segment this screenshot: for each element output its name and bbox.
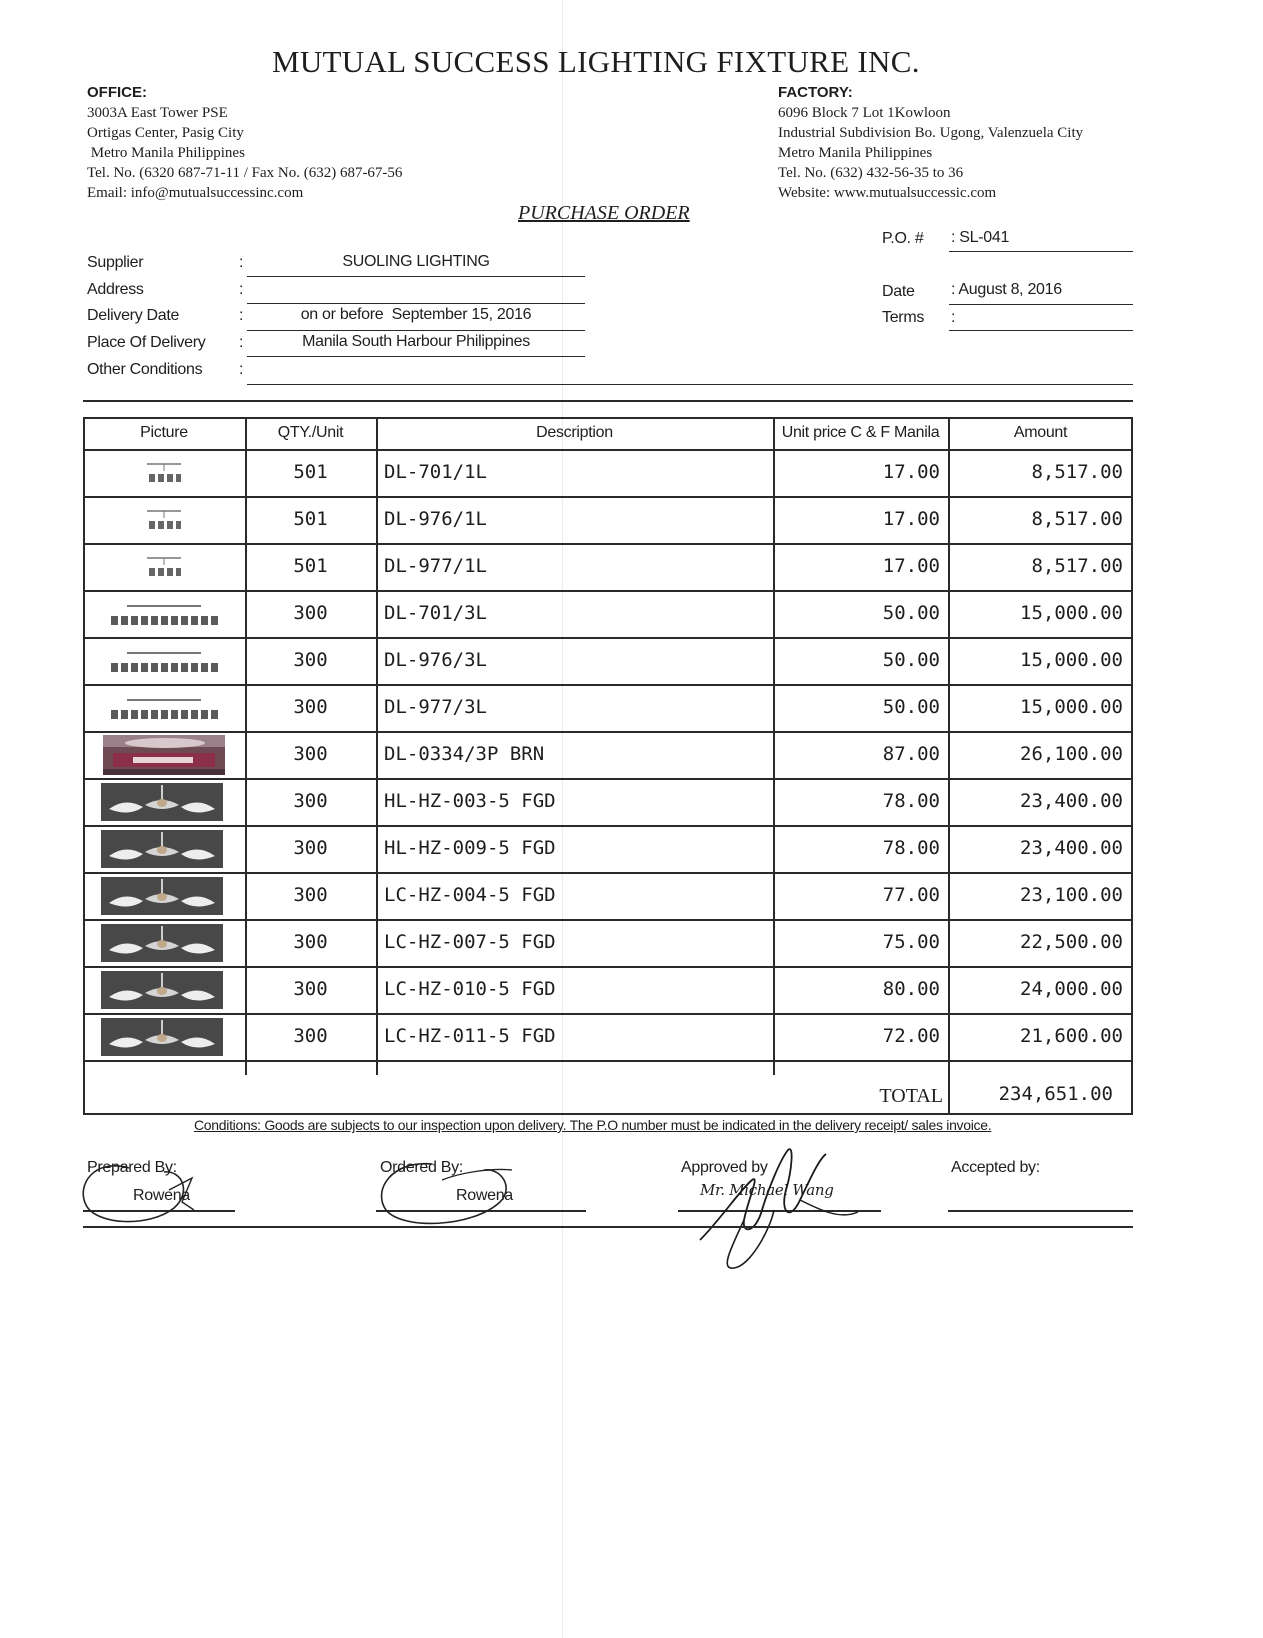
- row-unit-price: 75.00: [882, 931, 940, 953]
- row-unit-price: 87.00: [882, 743, 940, 765]
- row-divider: [83, 496, 1133, 498]
- other-conditions-label: Other Conditions: [87, 361, 203, 378]
- row-divider: [83, 1013, 1133, 1015]
- row-amount: 23,400.00: [1020, 790, 1123, 812]
- place-of-delivery-underline: [247, 356, 585, 357]
- column-divider: [948, 417, 950, 1115]
- terms-underline: [949, 330, 1133, 331]
- supplier-label: Supplier: [87, 254, 144, 271]
- row-unit-price: 17.00: [882, 461, 940, 483]
- place-of-delivery-label: Place Of Delivery: [87, 334, 206, 351]
- header-unit-price: Unit price C & F Manila: [781, 424, 940, 441]
- row-quantity: 300: [293, 884, 328, 906]
- place-of-delivery-value: Manila South Harbour Philippines: [302, 333, 530, 350]
- row-amount: 24,000.00: [1020, 978, 1123, 1000]
- office-line: Ortigas Center, Pasig City: [87, 125, 244, 141]
- row-quantity: 300: [293, 696, 328, 718]
- date-underline: [949, 304, 1133, 305]
- table-border-bottom: [83, 1113, 1133, 1115]
- office-heading: OFFICE:: [87, 84, 147, 101]
- row-divider: [83, 966, 1133, 968]
- row-divider: [83, 778, 1133, 780]
- row-amount: 15,000.00: [1020, 602, 1123, 624]
- row-amount: 26,100.00: [1020, 743, 1123, 765]
- row-description: DL-701/3L: [384, 602, 487, 624]
- row-unit-price: 17.00: [882, 555, 940, 577]
- chandelier-photo-thumbnail: [101, 877, 223, 915]
- address-label: Address: [87, 281, 144, 298]
- row-quantity: 300: [293, 931, 328, 953]
- po-number-underline: [949, 251, 1133, 252]
- row-quantity: 300: [293, 649, 328, 671]
- chandelier-photo-thumbnail: [101, 783, 223, 821]
- accepted-by-label: Accepted by:: [951, 1159, 1040, 1176]
- row-description: DL-976/1L: [384, 508, 487, 530]
- other-conditions-underline: [247, 384, 1133, 385]
- row-divider: [83, 543, 1133, 545]
- terms-value: :: [951, 309, 956, 326]
- row-unit-price: 77.00: [882, 884, 940, 906]
- date-value: : August 8, 2016: [951, 281, 1062, 298]
- row-amount: 8,517.00: [1031, 508, 1123, 530]
- row-divider: [83, 684, 1133, 686]
- row-amount: 23,100.00: [1020, 884, 1123, 906]
- po-number-value: : SL-041: [951, 229, 1010, 246]
- total-label: TOTAL: [879, 1085, 943, 1107]
- approved-by-label: Approved by: [681, 1159, 768, 1176]
- prepared-by-name: Rowena: [133, 1187, 190, 1204]
- supplier-underline: [247, 276, 585, 277]
- row-quantity: 300: [293, 743, 328, 765]
- column-divider: [773, 417, 775, 1075]
- row-quantity: 300: [293, 790, 328, 812]
- row-description: DL-977/3L: [384, 696, 487, 718]
- row-quantity: 300: [293, 837, 328, 859]
- single-pendant-sketch-thumbnail: [143, 555, 185, 579]
- colon: :: [239, 307, 244, 324]
- triple-pendant-sketch-thumbnail: [107, 602, 221, 628]
- row-unit-price: 50.00: [882, 602, 940, 624]
- header-amount: Amount: [1013, 424, 1068, 441]
- row-amount: 15,000.00: [1020, 696, 1123, 718]
- date-label: Date: [882, 283, 915, 300]
- prepared-by-label: Prepared By:: [87, 1159, 177, 1176]
- section-divider: [83, 400, 1133, 402]
- row-divider: [83, 1060, 1133, 1062]
- single-pendant-sketch-thumbnail: [143, 461, 185, 485]
- triple-pendant-sketch-thumbnail: [107, 649, 221, 675]
- factory-heading: FACTORY:: [778, 84, 853, 101]
- ordered-by-name: Rowena: [456, 1187, 513, 1204]
- approved-signature-scribble: [690, 1140, 880, 1280]
- row-unit-price: 17.00: [882, 508, 940, 530]
- row-amount: 22,500.00: [1020, 931, 1123, 953]
- colon: :: [239, 334, 244, 351]
- row-description: LC-HZ-011-5 FGD: [384, 1025, 556, 1047]
- chandelier-photo-thumbnail: [101, 1018, 223, 1056]
- row-divider: [83, 825, 1133, 827]
- factory-line: Industrial Subdivision Bo. Ugong, Valenzuela City: [778, 125, 1084, 141]
- terms-label: Terms: [882, 309, 925, 326]
- ordered-by-label: Ordered By:: [380, 1159, 463, 1176]
- po-number-label: P.O. #: [882, 230, 924, 247]
- delivery-date-value: on or before September 15, 2016: [300, 306, 532, 323]
- row-amount: 23,400.00: [1020, 837, 1123, 859]
- conditions-note: Conditions: Goods are subjects to our inspection upon delivery. The P.O number must be indicated in the delivery receipt/ sales invoice.: [194, 1117, 992, 1133]
- factory-line: Tel. No. (632) 432-56-35 to 36: [778, 165, 964, 181]
- row-unit-price: 78.00: [882, 837, 940, 859]
- chandelier-photo-thumbnail: [101, 830, 223, 868]
- row-unit-price: 80.00: [882, 978, 940, 1000]
- row-divider: [83, 872, 1133, 874]
- single-pendant-sketch-thumbnail: [143, 508, 185, 532]
- office-line: Tel. No. (6320 687-71-11 / Fax No. (632) 687-67-56: [87, 165, 403, 181]
- row-description: LC-HZ-010-5 FGD: [384, 978, 556, 1000]
- row-unit-price: 50.00: [882, 696, 940, 718]
- factory-website: Website: www.mutualsuccessic.com: [778, 185, 997, 201]
- row-description: LC-HZ-007-5 FGD: [384, 931, 556, 953]
- chandelier-photo-thumbnail: [101, 924, 223, 962]
- row-divider: [83, 590, 1133, 592]
- row-description: DL-701/1L: [384, 461, 487, 483]
- row-unit-price: 50.00: [882, 649, 940, 671]
- row-quantity: 300: [293, 602, 328, 624]
- row-description: DL-977/1L: [384, 555, 487, 577]
- address-underline: [247, 303, 585, 304]
- table-border-left: [83, 417, 85, 1115]
- row-amount: 8,517.00: [1031, 555, 1123, 577]
- row-unit-price: 78.00: [882, 790, 940, 812]
- document-title: PURCHASE ORDER: [518, 202, 690, 224]
- supplier-value: SUOLING LIGHTING: [342, 253, 490, 270]
- total-amount: 234,651.00: [998, 1083, 1113, 1105]
- factory-line: 6096 Block 7 Lot 1Kowloon: [778, 105, 951, 121]
- colon: :: [239, 361, 244, 378]
- row-quantity: 300: [293, 978, 328, 1000]
- row-unit-price: 72.00: [882, 1025, 940, 1047]
- chandelier-photo-thumbnail: [101, 971, 223, 1009]
- accepted-by-line: [948, 1210, 1133, 1212]
- colon: :: [239, 281, 244, 298]
- order-table: [83, 417, 1133, 1115]
- factory-address-block: [778, 83, 1083, 203]
- delivery-date-label: Delivery Date: [87, 307, 180, 324]
- table-border-right: [1131, 417, 1133, 1115]
- header-description: Description: [536, 424, 613, 441]
- row-amount: 15,000.00: [1020, 649, 1123, 671]
- office-line: Metro Manila Philippines: [87, 145, 245, 161]
- colon: :: [239, 254, 244, 271]
- office-line: 3003A East Tower PSE: [87, 105, 228, 121]
- row-description: DL-0334/3P BRN: [384, 743, 545, 765]
- column-divider: [376, 417, 378, 1075]
- row-amount: 8,517.00: [1031, 461, 1123, 483]
- row-amount: 21,600.00: [1020, 1025, 1123, 1047]
- row-quantity: 501: [293, 555, 328, 577]
- triple-pendant-sketch-thumbnail: [107, 696, 221, 722]
- approved-by-name: Mr. Michael Wang: [700, 1181, 834, 1199]
- factory-line: Metro Manila Philippines: [778, 145, 933, 161]
- row-divider: [83, 919, 1133, 921]
- office-address-block: [87, 83, 402, 203]
- row-description: HL-HZ-003-5 FGD: [384, 790, 556, 812]
- row-description: DL-976/3L: [384, 649, 487, 671]
- row-divider: [83, 637, 1133, 639]
- delivery-date-underline: [247, 330, 585, 331]
- row-divider: [83, 731, 1133, 733]
- footer-divider: [83, 1226, 1133, 1228]
- ordered-signature-scribble: [372, 1150, 532, 1230]
- header-quantity: QTY./Unit: [277, 424, 344, 441]
- header-picture: Picture: [140, 424, 188, 441]
- office-email: Email: info@mutualsuccessinc.com: [87, 185, 304, 201]
- row-quantity: 501: [293, 508, 328, 530]
- row-description: LC-HZ-004-5 FGD: [384, 884, 556, 906]
- prepared-signature-scribble: [74, 1150, 204, 1230]
- row-quantity: 300: [293, 1025, 328, 1047]
- company-name: MUTUAL SUCCESS LIGHTING FIXTURE INC.: [272, 44, 920, 79]
- row-description: HL-HZ-009-5 FGD: [384, 837, 556, 859]
- header-divider: [83, 449, 1133, 451]
- brown-fixture-photo-thumbnail: [103, 735, 225, 775]
- row-quantity: 501: [293, 461, 328, 483]
